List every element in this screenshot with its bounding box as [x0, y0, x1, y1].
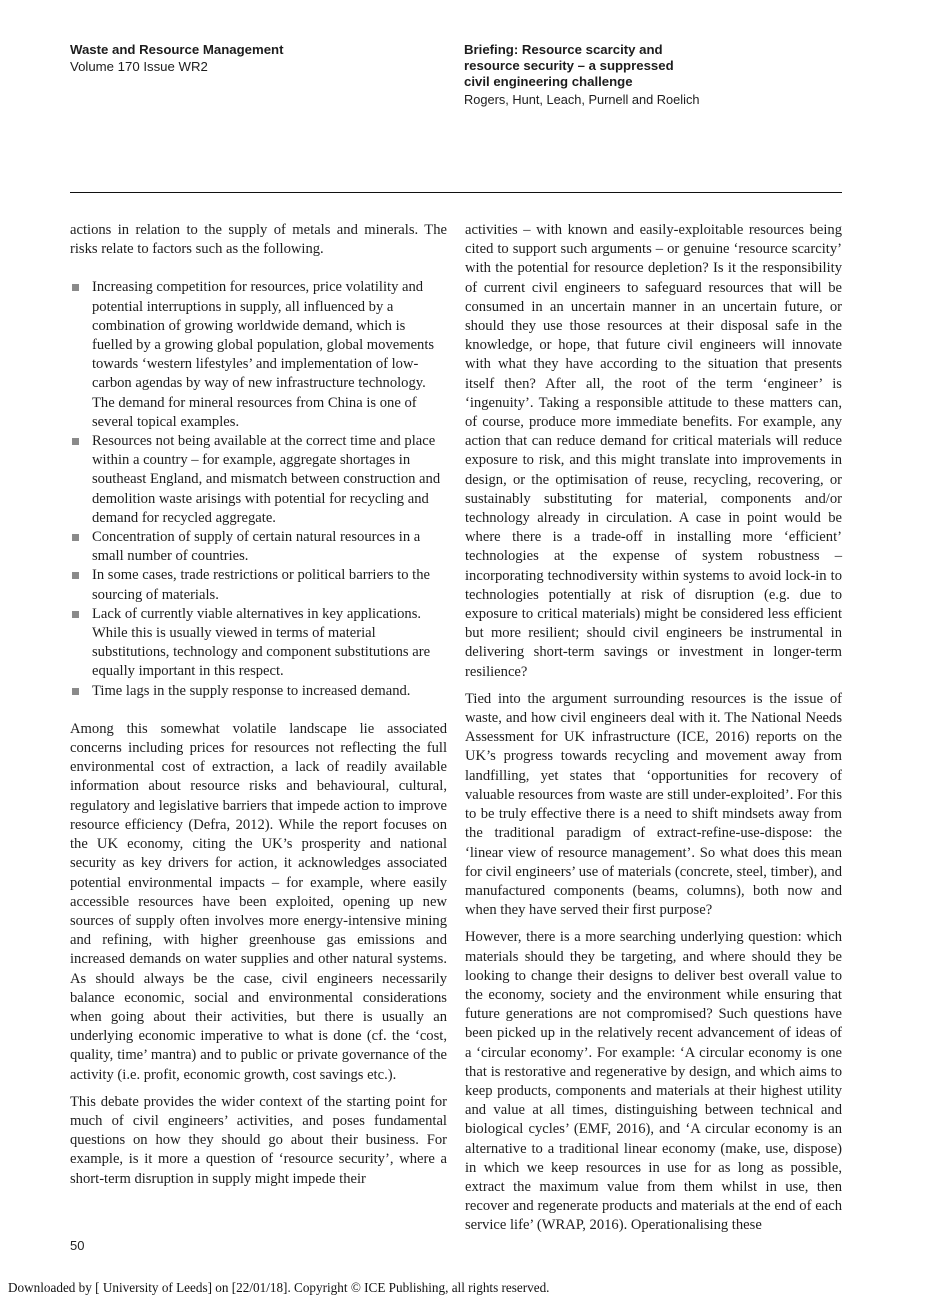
square-bullet-icon [72, 611, 79, 618]
list-item-text: Increasing competition for resources, price volatility and potential interruptions in supply, all influenced by a combination of growing worldwide demand, which is fuelled by a growing global population, global movements towards ‘western lifestyles’ and implementation of low-carbon agendas by way of new infrastructure technology. The demand for mineral resources from China is one of several topical examples. [92, 279, 435, 430]
paragraph: However, there is a more searching underlying question: which materials should they be targeting, and where should they be looking to change their designs to deliver best overall value to the economy, society and the environment while ensuring that future generations are not compromised? Such questions have been picked up in the relatively recent advancement of ideas of a ‘circular economy’. For example: ‘A circular economy is one that is restorative and regenerative by design, and which aims to keep products, components and materials at their highest utility and value at all times, distinguishing between technical and biological cycles’ (EMF, 2016), and ‘A circular economy is an alternative to a traditional linear economy (make, use, dispose) in which we keep resources in use for as long as possible, extract the maximum value from them whilst in use, then recover and regenerate products and materials at the end of each service life’ (WRAP, 2016). Operationalising these [465, 929, 842, 1234]
article-title: Briefing: Resource scarcity and resource security – a suppressed civil engineering challenge [464, 42, 674, 90]
left-column [70, 221, 447, 1244]
square-bullet-icon [72, 534, 79, 541]
list-item [70, 682, 447, 701]
risk-factor-list [70, 278, 447, 700]
list-item-text: In some cases, trade restrictions or political barriers to the sourcing of materials. [92, 567, 430, 603]
square-bullet-icon [72, 284, 79, 291]
paragraph: This debate provides the wider context of the starting point for much of civil engineers’ activities, and poses fundamental questions on how they should go about their business. For example, is it more a question of ‘resource security’, where a short-term disruption in supply might impede their [70, 1093, 447, 1187]
article-authors: Rogers, Hunt, Leach, Purnell and Roelich [464, 91, 700, 107]
paragraph: Tied into the argument surrounding resources is the issue of waste, and how civil engineers deal with it. The National Needs Assessment for UK infrastructure (ICE, 2016) reports on the UK’s progress towards recycling and movement away from landfilling, yet states that ‘opportunities for recovery of valuable resources from waste are still under-exploited’. For this to be truly effective there is a need to shift mindsets away from the traditional paradigm of extract-refine-use-dispose: the ‘linear view of resource management’. So what does this mean for civil engineers’ use of materials (concrete, steel, timber), and manufactured components (beams, columns), both now and when they have served their first purpose? [465, 690, 843, 919]
article-header [464, 42, 702, 108]
list-item [70, 566, 447, 604]
page-number: 50 [70, 1238, 85, 1253]
list-item-text: Concentration of supply of certain natural resources in a small number of countries. [92, 529, 421, 565]
square-bullet-icon [72, 438, 79, 445]
journal-title: Waste and Resource Management [70, 42, 284, 57]
square-bullet-icon [72, 572, 79, 579]
list-item-text: Lack of currently viable alternatives in key applications. While this is usually viewed in terms of material substitutions, technology and component substitutions are equally important in this respect. [92, 605, 431, 680]
square-bullet-icon [72, 688, 79, 695]
list-item [70, 432, 447, 528]
paragraph: activities – with known and easily-exploitable resources being cited to support such arguments – or genuine ‘resource scarcity’ with the potential for resource depletion? Is it the responsibility of current civil engineers to safeguard resources that will be consumed in an uncertain manner in an uncertain future, or should they use those resources at their disposal safe in the knowledge, or hope, that future civil engineers will innovate with what they have according to the situation that presents itself then? After all, the root of the term ‘engineer’ is ‘ingenuity’. Taking a responsible attitude to these matters can, of course, produce more immediate benefits. For example, any action that can reduce demand for critical materials will reduce exposure to risk, and this might translate into improvements in design, or the optimisation of reuse, recycling, recovering, or sustainably substituting for material, components and/or technology already in circulation. A case in point would be where there is a trade-off in installing more ‘efficient’ technologies at the expense of system robustness – incorporating technodiversity within systems to avoid lock-in to technologies potentially at risk of disruption (e.g. due to exposure to critical materials) might be considered less efficient but more resilient; should civil engineers be instrumental in delivering short-term savings or investment in longer-term resilience? [465, 222, 842, 680]
journal-issue: Volume 170 Issue WR2 [70, 58, 208, 74]
copyright-notice: Downloaded by [ University of Leeds] on [22/01/18]. Copyright © ICE Publishing, all rights reserved. [8, 1280, 550, 1295]
list-item [70, 278, 447, 432]
list-item-text: Time lags in the supply response to increased demand. [92, 682, 411, 699]
paragraph: actions in relation to the supply of metals and minerals. The risks relate to factors such as the following. [70, 222, 447, 258]
list-item-text: Resources not being available at the correct time and place within a country – for example, aggregate shortages in southeast England, and mismatch between construction and demolition waste arisings with potential for recycling and demand for recycled aggregate. [92, 433, 441, 526]
header-divider [70, 192, 842, 193]
paragraph: Among this somewhat volatile landscape lie associated concerns including prices for resources not reflecting the full environmental cost of extraction, a lack of readily available information about resource risks and behavioural, cultural, regulatory and legislative barriers that impede action to improve resource efficiency (Defra, 2012). While the report focuses on the UK economy, citing the UK’s prosperity and national security as key drivers for action, it acknowledges associated potential environmental impacts – for example, where easily accessible resources have been exploited, opening up new sources of supply often involves more energy-intensive mining and refining, with higher greenhouse gas emissions and increased demands on water supplies and other natural systems. As should always be the case, civil engineers necessarily balance economic, social and environmental considerations when going about their activities, but there is usually an underlying economic imperative to what is done (cf. the ‘cost, quality, time’ mantra) and to public or private governance of the activity (i.e. profit, economic growth, cost savings etc.). [70, 720, 447, 1083]
article-body [70, 221, 842, 1244]
journal-header [70, 42, 284, 75]
right-column [465, 221, 842, 1244]
list-item [70, 528, 447, 566]
list-item [70, 605, 447, 682]
